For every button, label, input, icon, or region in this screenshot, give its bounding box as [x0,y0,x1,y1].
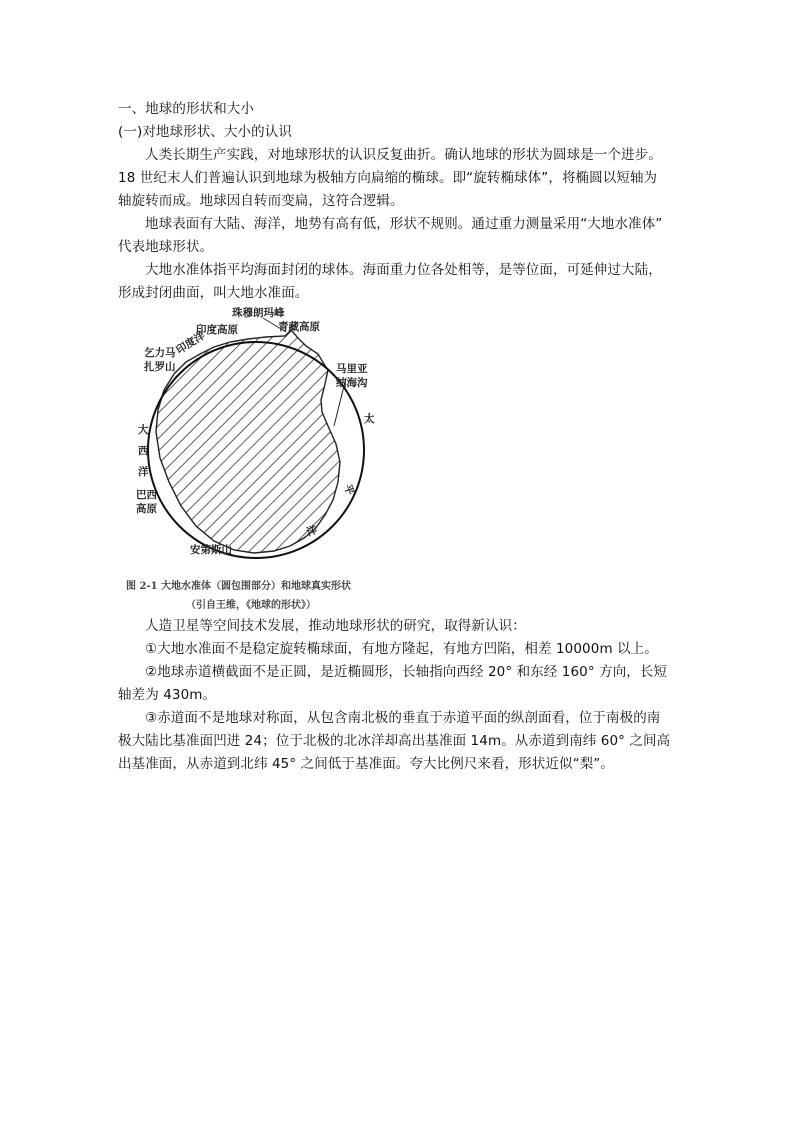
paragraph-1-line-2: 18 世纪末人们普遍认识到地球为极轴方向扁缩的椭球。即“旋转椭球体”，将椭圆以短轴为 [118,170,658,186]
paragraph-3-line-2: 形成封闭曲面，叫大地水准面。 [118,285,309,301]
list-item-2-line-2: 轴差为 430m。 [118,687,217,703]
figure-citation: （引自王维，《地球的形状》） [186,600,316,611]
paragraph-2-line-2: 代表地球形状。 [118,239,214,255]
list-item-3-line-1: ③赤道面不是地球对称面，从包含南北极的垂直于赤道平面的纵剖面看，位于南极的南 [145,710,661,726]
paragraph-3-line-1: 大地水准体指平均海面封闭的球体。海面重力位各处相等，是等位面，可延伸过大陆， [145,262,662,278]
label-andes: 安第斯山 [190,544,232,556]
label-atlantic-1: 大 [138,424,149,436]
text-block-bottom [118,615,684,776]
list-item-3-line-2: 极大陆比基准面凹进 24；位于北极的北冰洋却高出基准面 14m。从赤道到南纬 60° 之间高 [118,733,671,749]
label-everest: 珠穆朗玛峰 [232,307,285,319]
label-indian-ocean: 印度洋 [174,329,208,357]
label-atlantic-2: 西 [138,445,149,457]
label-pacific-1: 太 [364,413,375,425]
paragraph-1-line-3: 轴旋转而成。地球因自转而变扁，这符合逻辑。 [118,193,404,209]
true-earth-shape [156,330,340,553]
label-kilimanjaro-1: 乞力马 [144,347,176,359]
text-block-top [118,98,684,305]
paragraph-2-line-1: 地球表面有大陆、海洋，地势有高有低，形状不规则。通过重力测量采用“大地水准体” [145,216,663,232]
label-kilimanjaro-2: 扎罗山 [144,361,176,373]
label-mariana-2: 纳海沟 [336,377,368,389]
geoid-diagram [118,300,408,612]
list-item-1: ①大地水准面不是稳定旋转椭球面，有地方隆起，有地方凹陷，相差 10000m 以上。 [145,641,658,657]
label-pacific-2: 平 [341,482,357,497]
label-mariana-1: 马里亚 [336,363,368,375]
label-india-plateau: 印度高原 [196,324,238,336]
figure-caption: 图 2-1 大地水准体（圆包围部分）和地球真实形状 [126,581,352,592]
label-tibet: 青藏高原 [278,321,320,333]
section-heading: 一、地球的形状和大小 [118,101,254,117]
label-brazil-1: 巴西 [136,489,157,501]
paragraph-1-line-1: 人类长期生产实践，对地球形状的认识反复曲折。确认地球的形状为圆球是一个进步。 [145,147,662,163]
subsection-heading: (一)对地球形状、大小的认识 [118,124,292,140]
list-item-3-line-3: 出基准面，从赤道到北纬 45° 之间低于基准面。夸大比例尺来看，形状近似“梨”。 [118,756,614,772]
label-brazil-2: 高原 [136,503,157,515]
paragraph-4: 人造卫星等空间技术发展，推动地球形状的研究，取得新认识： [145,618,526,634]
label-atlantic-3: 洋 [138,466,149,478]
geoid-figure [118,300,408,612]
list-item-2-line-1: ②地球赤道横截面不是正圆，是近椭圆形，长轴指向西经 20° 和东经 160° 方向，长短 [145,664,668,680]
label-pacific-3: 洋 [304,523,319,539]
